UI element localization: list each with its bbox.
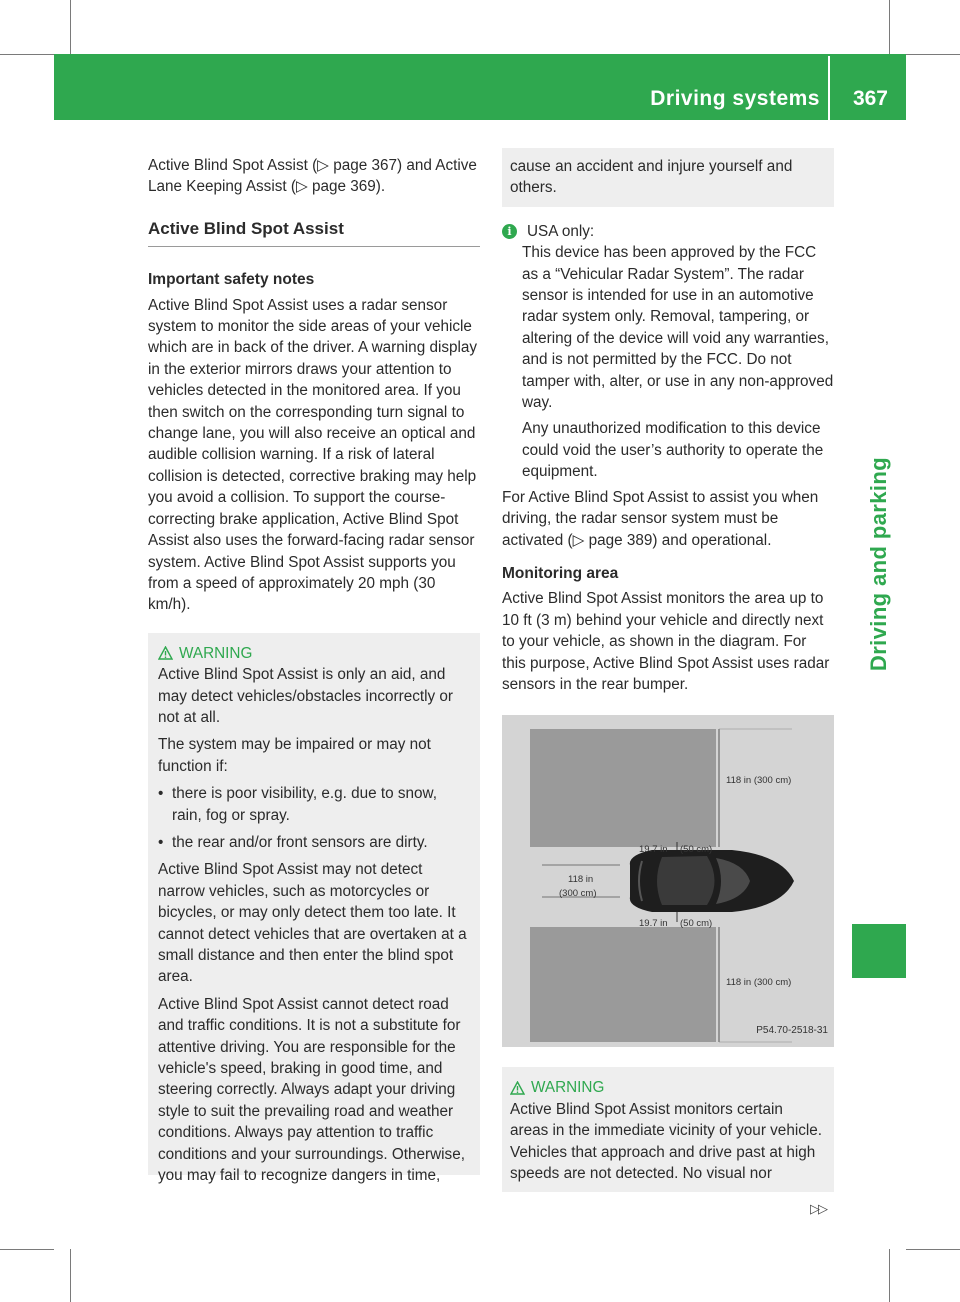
side-section-text: Driving and parking xyxy=(866,456,891,672)
monitoring-area-title: Monitoring area xyxy=(502,564,619,582)
bullet-icon: • xyxy=(158,833,164,851)
body-paragraph: For Active Blind Spot Assist to assist you when driving, the radar sensor system must be activated (▷ page 389) and operational. xyxy=(502,488,819,549)
crop-mark xyxy=(906,1249,960,1250)
warning-bullet xyxy=(158,832,470,853)
warning-bullet xyxy=(158,783,470,826)
bullet-text: the rear and/or front sensors are dirty. xyxy=(172,833,428,851)
warning-heading xyxy=(510,1077,824,1098)
bullet-text: there is poor visibility, e.g. due to snow, rain, fog or spray. xyxy=(172,785,437,824)
crop-mark xyxy=(70,1249,71,1302)
warning-triangle-icon xyxy=(510,1081,525,1095)
behind-distance-cm-label: (300 cm) xyxy=(559,888,597,900)
zone-length-label-top: 118 in (300 cm) xyxy=(726,775,792,787)
side-gap-label-bottom: 19.7 in xyxy=(639,918,668,930)
side-tab-marker xyxy=(852,924,906,978)
behind-distance-label: 118 in xyxy=(568,874,594,886)
crop-mark xyxy=(70,0,71,54)
section-title: Active Blind Spot Assist xyxy=(148,218,480,247)
warning-paragraph: Active Blind Spot Assist may not detect narrow vehicles, such as motorcycles or bicycles, or may only detect them too late. It cannot detect vehicles that are overtaken at a small distance and then enter the blind spot area. xyxy=(158,861,467,986)
side-gap-cm-label-top: (50 cm) xyxy=(680,844,713,856)
warning-triangle-icon xyxy=(158,646,173,660)
warning-box-continued xyxy=(502,148,834,207)
warning-paragraph: Active Blind Spot Assist is only an aid, and may detect vehicles/obstacles incorrectly or not at all. xyxy=(158,666,454,726)
body-paragraph: Active Blind Spot Assist uses a radar sensor system to monitor the side areas of your vehicle which are in back of the driver. A warning display in the exterior mirrors draws your attention to vehicles detected in the monitored area. If you then switch on the corresponding turn signal to change lane, you will also receive an optical and audible collision warning. If a risk of lateral collision is detected, corrective braking may help you avoid a collision. To support the course-correcting brake application, Active Blind Spot Assist also uses the forward-facing radar sensor system. Active Blind Spot Assist supports you from a speed of approximately 20 mph (30 km/h). xyxy=(148,296,478,614)
zone-length-label-bottom: 118 in (300 cm) xyxy=(726,977,792,989)
side-gap-label-top: 19.7 in xyxy=(639,844,668,856)
intro-text: Active Blind Spot Assist (▷ page 367) and Active Lane Keeping Assist (▷ page 369). xyxy=(148,157,477,196)
info-heading-text: USA only: xyxy=(527,222,595,240)
info-paragraph: This device has been approved by the FCC as a “Vehicular Radar System”. The radar sensor is intended for use in an automotive radar system only. Removal, tampering, or altering of the device will void any warranties, and is not permitted by the FCC. Do not tamper with, alter, or use in any non-approved way. xyxy=(522,244,834,412)
warning-box xyxy=(148,633,480,1185)
continued-arrows-icon: ▷▷ xyxy=(810,1201,826,1216)
side-section-label xyxy=(863,446,895,682)
body-paragraph: Active Blind Spot Assist monitors the area up to 10 ft (3 m) behind your vehicle and directly next to your vehicle, as shown in the diagram. For this purpose, Active Blind Spot Assist uses radar sensors in the rear bumper. xyxy=(502,590,830,693)
warning-heading xyxy=(158,643,470,664)
page-header xyxy=(54,54,906,120)
warning-box-2 xyxy=(502,1067,834,1192)
detection-zone-bottom xyxy=(530,927,716,1042)
page-number: 367 xyxy=(852,87,888,110)
chapter-title: Driving systems xyxy=(650,87,820,110)
right-column xyxy=(502,148,834,1192)
detection-zone-top xyxy=(530,729,716,847)
subsection-title: Important safety notes xyxy=(148,271,315,289)
bullet-icon: • xyxy=(158,785,164,803)
header-divider xyxy=(828,56,830,120)
side-gap-cm-label-bottom: (50 cm) xyxy=(680,918,713,930)
warning-heading-text: WARNING xyxy=(531,1079,605,1097)
warning-heading-text: WARNING xyxy=(179,644,253,662)
warning-paragraph: Active Blind Spot Assist cannot detect road and traffic conditions. It is not a substitute for attentive driving. You are responsible for the vehicle's speed, braking in good time, and steering correctly. Always adapt your driving style to suit the prevailing road and weather conditions. Always pay attention to traffic conditions and your surroundings. Otherwise, you may fail to recognize dangers in time, xyxy=(158,995,465,1185)
crop-mark xyxy=(0,54,54,55)
warning-continued-text: cause an accident and injure yourself and others. xyxy=(510,158,793,197)
figure-code: P54.70-2518-31 xyxy=(756,1024,828,1036)
info-icon: i xyxy=(502,224,517,239)
crop-mark xyxy=(889,0,890,54)
left-column xyxy=(148,155,480,1185)
crop-mark xyxy=(889,1249,890,1302)
warning-paragraph: Active Blind Spot Assist monitors certain areas in the immediate vicinity of your vehicle. Vehicles that approach and drive past at high speeds are not detected. No visual nor xyxy=(510,1100,823,1182)
crop-mark xyxy=(906,54,960,55)
info-paragraph: Any unauthorized modification to this device could void the user’s authority to operate the equipment. xyxy=(522,420,824,481)
info-note xyxy=(502,221,834,483)
monitoring-area-diagram xyxy=(502,715,834,1047)
diagram-graphic xyxy=(502,715,834,1047)
info-heading xyxy=(502,221,834,242)
warning-paragraph: The system may be impaired or may not function if: xyxy=(158,736,431,775)
crop-mark xyxy=(0,1249,54,1250)
